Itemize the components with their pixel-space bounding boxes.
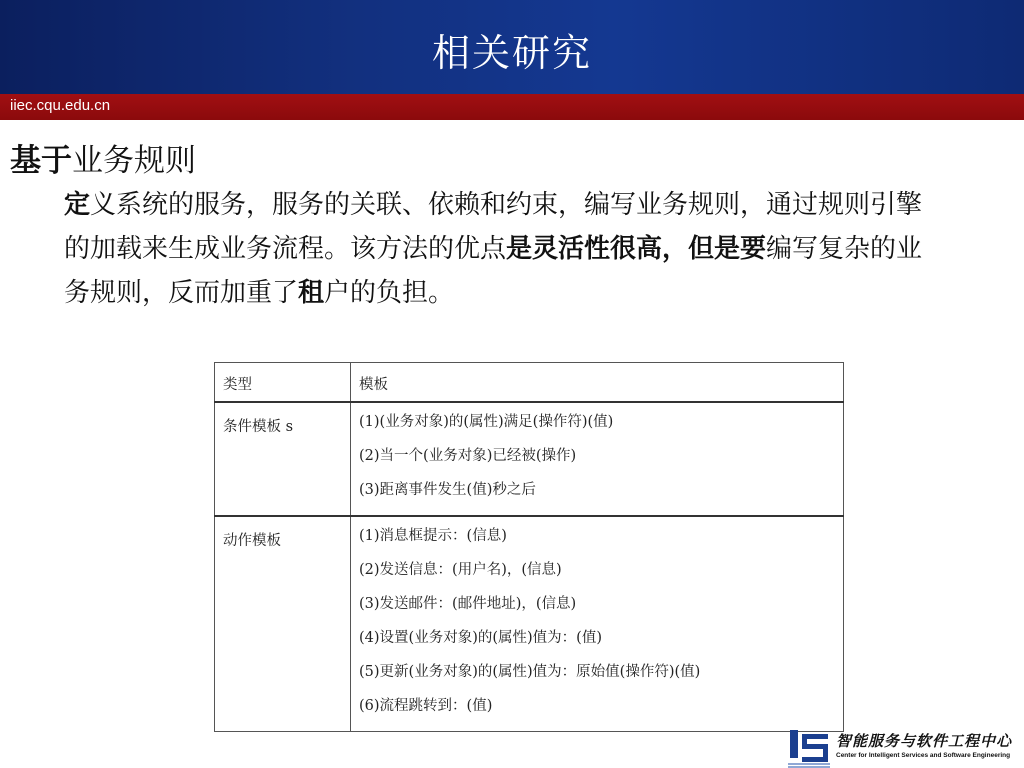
template-item: (5)更新(业务对象)的(属性)值为：原始值(操作符)(值) [359,664,701,680]
template-item: (1)消息框提示：(信息) [359,528,507,544]
para-text-1: 义系统的服务，服务的关联、依赖和约束，编写业务规则，通过规则引擎的加载来生成业务流程。该方法的优点 [64,190,923,264]
category-cell [215,516,351,732]
template-item: (3)发送邮件：(邮件地址)，(信息) [359,596,577,612]
template-item: (2)当一个(业务对象)已经被(操作) [359,448,577,464]
body-paragraph [64,183,924,315]
template-item: (4)设置(业务对象)的(属性)值为：(值) [359,630,602,646]
header-type-label: 类型 [223,377,252,393]
table-header-row [215,363,844,403]
header-type [215,363,351,403]
heading-bold: 基于 [10,143,72,179]
table-row [215,402,844,516]
section-heading [10,135,196,180]
heading-rest: 业务规则 [72,143,196,179]
template-item: (1)(业务对象)的(属性)满足(操作符)(值) [359,414,614,430]
template-table [214,362,844,732]
template-item: (6)流程跳转到：(值) [359,698,493,714]
logo-name: 智能服务与软件工程中心 [836,732,1013,750]
para-bold-3: 租 [298,278,325,308]
items-cell [351,402,844,516]
site-url[interactable]: iiec.cqu.edu.cn [10,97,111,114]
category-cell [215,402,351,516]
para-text-3: 户的负担。 [324,278,455,308]
header-template [351,363,844,403]
table-row [215,516,844,732]
para-bold-1: 定 [64,190,91,220]
template-item: (2)发送信息：(用户名)，(信息) [359,562,562,578]
logo-subtitle: Center for Intelligent Services and Software Engineering [836,752,1011,759]
para-bold-2: 是灵活性很高，但是要 [506,234,767,264]
template-item: (3)距离事件发生(值)秒之后 [359,482,536,498]
red-bar [0,94,1024,120]
para-text-2: 编写复杂的业务规则，反而加重了 [64,234,923,308]
category-condition: 条件模板 s [223,419,294,435]
header-template-label: 模板 [359,377,388,393]
slide-title: 相关研究 [431,31,592,75]
category-action: 动作模板 [223,533,281,549]
items-cell [351,516,844,732]
